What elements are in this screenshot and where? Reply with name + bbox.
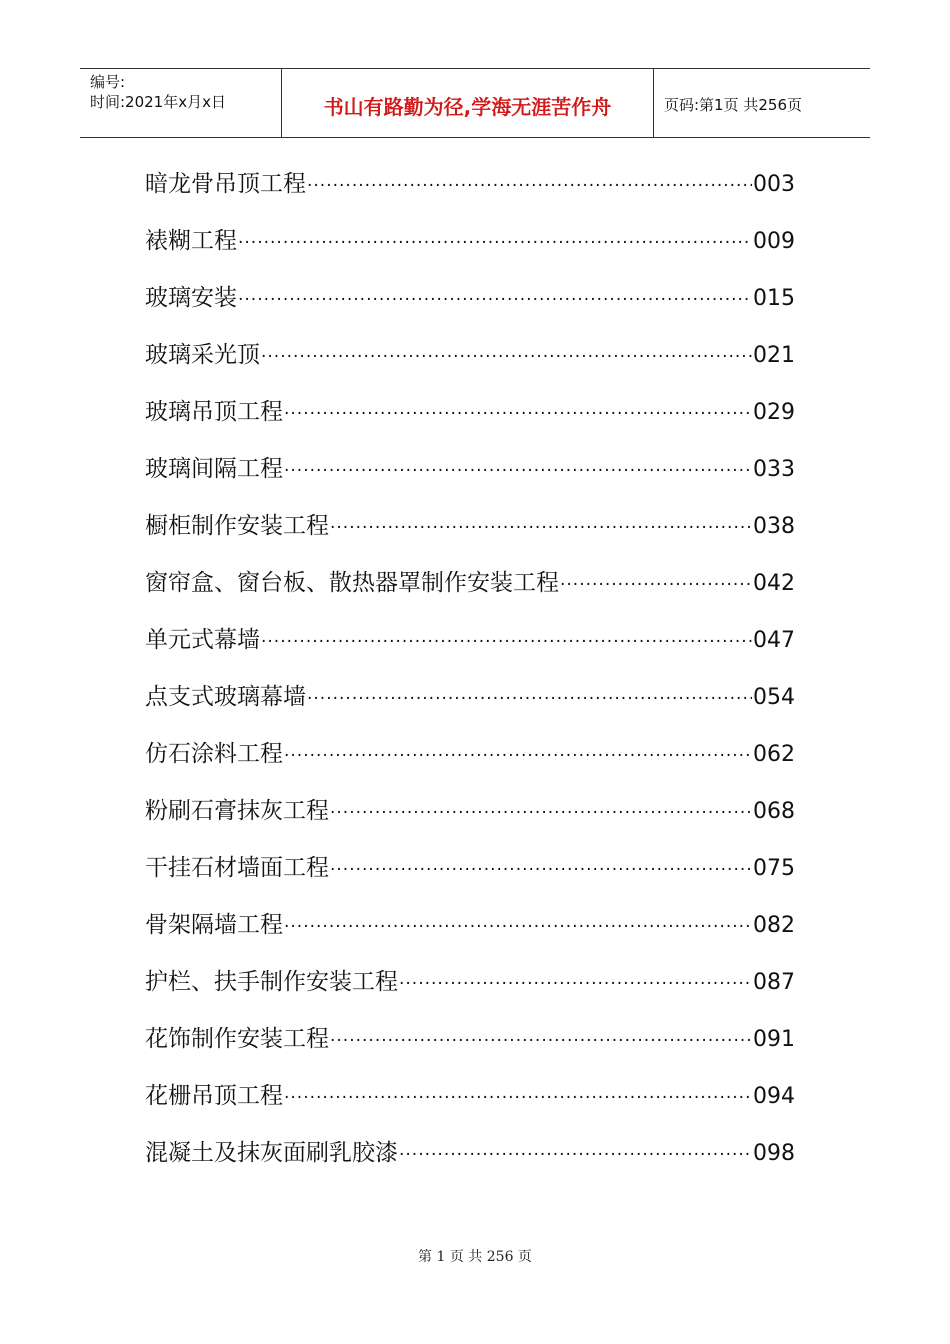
toc-entry-page: 029 [753,400,795,425]
toc-entry-title: 单元式幕墙 [145,627,260,653]
toc-entry-title: 窗帘盒、窗台板、散热器罩制作安装工程 [145,570,559,596]
toc-entry-page: 009 [753,229,795,254]
toc-entry-page: 062 [753,742,795,767]
dot-leader [399,1137,752,1173]
toc-entry-title: 玻璃间隔工程 [145,456,283,482]
toc-entry[interactable] [145,679,795,736]
dot-leader [307,168,752,204]
toc-entry-title: 花饰制作安装工程 [145,1026,329,1052]
dot-leader [284,909,752,945]
header-page-info: 页码:第1页 共256页 [664,95,802,114]
toc-entry-page: 087 [753,970,795,995]
toc-entry[interactable] [145,280,795,337]
toc-entry-page: 033 [753,457,795,482]
toc-entry-title: 玻璃吊顶工程 [145,399,283,425]
toc-entry[interactable] [145,907,795,964]
table-of-contents [145,166,795,1192]
dot-leader [330,852,752,888]
toc-entry-title: 玻璃安装 [145,285,237,311]
toc-entry-page: 003 [753,172,795,197]
dot-leader [330,795,752,831]
toc-entry[interactable] [145,508,795,565]
toc-entry[interactable] [145,337,795,394]
dot-leader [330,510,752,546]
toc-entry-page: 098 [753,1141,795,1166]
toc-entry[interactable] [145,622,795,679]
toc-entry[interactable] [145,223,795,280]
toc-entry-title: 粉刷石膏抹灰工程 [145,798,329,824]
toc-entry-page: 094 [753,1084,795,1109]
dot-leader [307,681,752,717]
toc-entry-title: 点支式玻璃幕墙 [145,684,306,710]
toc-entry-page: 015 [753,286,795,311]
toc-entry[interactable] [145,451,795,508]
toc-entry[interactable] [145,793,795,850]
toc-entry[interactable] [145,166,795,223]
toc-entry[interactable] [145,565,795,622]
toc-entry-title: 骨架隔墙工程 [145,912,283,938]
toc-entry-page: 042 [753,571,795,596]
dot-leader [261,339,752,375]
dot-leader [238,282,752,318]
toc-entry-page: 021 [753,343,795,368]
toc-entry[interactable] [145,850,795,907]
toc-entry[interactable] [145,736,795,793]
toc-entry-page: 091 [753,1027,795,1052]
page-header [80,68,870,138]
number-label: 编号: [90,73,126,91]
dot-leader [261,624,752,660]
dot-leader [284,396,752,432]
dot-leader [284,738,752,774]
toc-entry-page: 082 [753,913,795,938]
dot-leader [238,225,752,261]
dot-leader [560,567,752,603]
toc-entry-page: 038 [753,514,795,539]
toc-entry[interactable] [145,964,795,1021]
dot-leader [330,1023,752,1059]
toc-entry-title: 玻璃采光顶 [145,342,260,368]
header-motto: 书山有路勤为径,学海无涯苦作舟 [282,69,654,137]
header-meta [80,69,282,137]
toc-entry-title: 混凝土及抹灰面刷乳胶漆 [145,1140,398,1166]
dot-leader [284,1080,752,1116]
toc-entry[interactable] [145,1078,795,1135]
toc-entry-page: 054 [753,685,795,710]
toc-entry-title: 花栅吊顶工程 [145,1083,283,1109]
toc-entry-title: 暗龙骨吊顶工程 [145,171,306,197]
toc-entry-page: 075 [753,856,795,881]
toc-entry-title: 仿石涂料工程 [145,741,283,767]
toc-entry-page: 047 [753,628,795,653]
toc-entry-page: 068 [753,799,795,824]
time-label: 时间:2021年x月x日 [90,93,226,111]
toc-entry-title: 护栏、扶手制作安装工程 [145,969,398,995]
dot-leader [284,453,752,489]
toc-entry[interactable] [145,1135,795,1192]
page-footer: 第 1 页 共 256 页 [418,1249,532,1265]
toc-entry-title: 干挂石材墙面工程 [145,855,329,881]
toc-entry-title: 裱糊工程 [145,228,237,254]
toc-entry-title: 橱柜制作安装工程 [145,513,329,539]
toc-entry[interactable] [145,1021,795,1078]
dot-leader [399,966,752,1002]
toc-entry[interactable] [145,394,795,451]
